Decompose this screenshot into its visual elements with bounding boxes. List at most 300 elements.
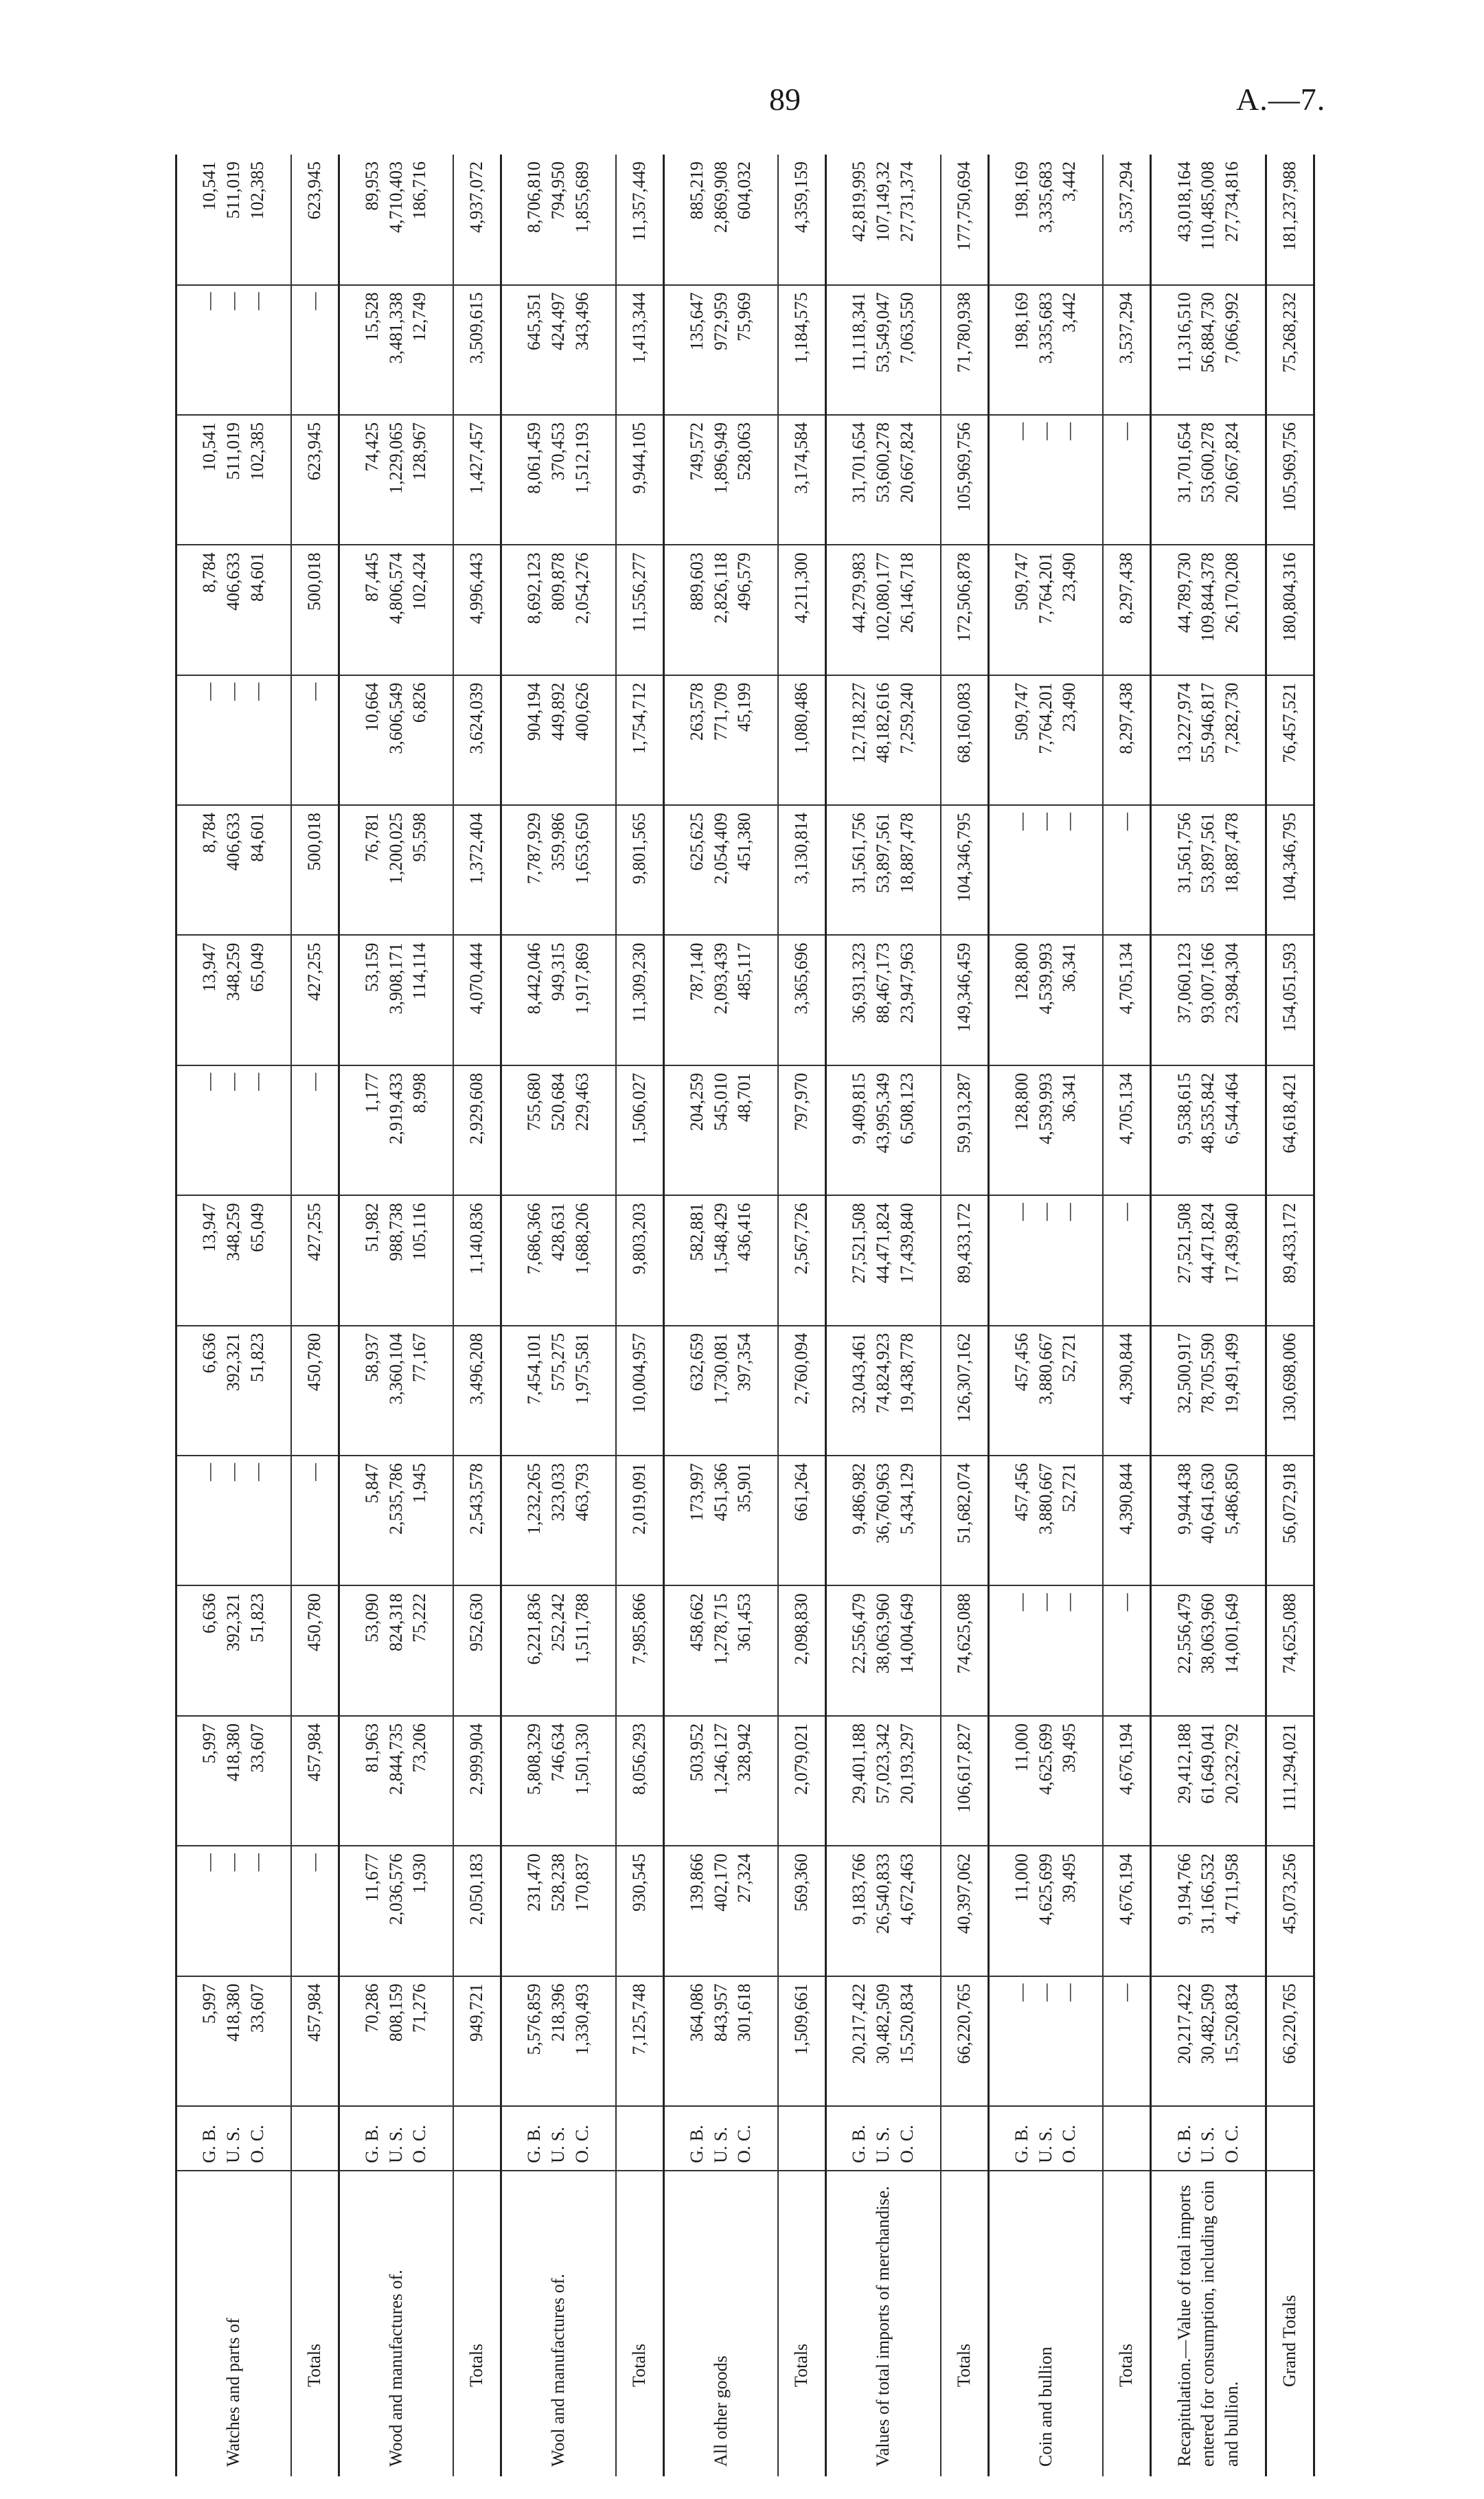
value-cell: — xyxy=(1103,805,1150,935)
value-line: 3,442 xyxy=(1059,161,1080,202)
value-line: 11,000 xyxy=(1011,1853,1031,1902)
value-line: 7,259,240 xyxy=(896,682,917,754)
value-line: 128,967 xyxy=(409,422,430,481)
value-cell xyxy=(1151,155,1266,285)
country-codes xyxy=(988,2106,1103,2171)
value-cell xyxy=(339,1716,453,1846)
value-line: 1,653,650 xyxy=(571,813,592,885)
value-cell: 1,184,575 xyxy=(778,285,825,415)
value-line: 88,467,173 xyxy=(873,942,893,1024)
value-line: 95,598 xyxy=(409,813,430,862)
value-line: 139,866 xyxy=(686,1853,707,1912)
value-cell xyxy=(663,805,778,935)
value-line: 8,784 xyxy=(199,813,220,853)
value-cell xyxy=(501,935,616,1065)
value-line: 53,897,561 xyxy=(873,813,893,894)
value-cell: 4,390,844 xyxy=(1103,1326,1150,1456)
value-line: 8,061,459 xyxy=(524,422,545,494)
value-cell xyxy=(663,415,778,545)
value-cell: 4,676,194 xyxy=(1103,1716,1150,1846)
value-line: 4,806,574 xyxy=(385,552,406,624)
value-line: 3,880,667 xyxy=(1035,1463,1055,1535)
value-cell xyxy=(1151,1326,1266,1456)
value-line: — xyxy=(223,292,244,310)
value-line: 17,439,840 xyxy=(896,1203,917,1284)
value-line: 51,823 xyxy=(247,1333,267,1383)
value-cell: 8,056,293 xyxy=(616,1716,663,1846)
value-cell xyxy=(988,805,1103,935)
value-cell xyxy=(176,1976,291,2106)
value-line: 65,049 xyxy=(247,1203,267,1252)
value-cell xyxy=(1151,1976,1266,2106)
value-cell: 74,625,088 xyxy=(941,1585,988,1715)
value-line: 575,275 xyxy=(548,1333,569,1392)
value-cell xyxy=(176,155,291,285)
value-line: 38,063,960 xyxy=(1198,1593,1218,1674)
category-label: Values of total imports of merchandise. xyxy=(826,2171,941,2476)
value-line: 1,975,581 xyxy=(571,1333,592,1405)
value-line: 824,318 xyxy=(385,1593,406,1651)
value-line: 843,957 xyxy=(710,1983,731,2042)
value-line: 1,548,429 xyxy=(710,1203,731,1275)
value-cell: — xyxy=(1103,1195,1150,1325)
value-cell xyxy=(501,155,616,285)
value-cell xyxy=(501,1846,616,1976)
value-line: 3,335,683 xyxy=(1035,161,1055,233)
value-cell xyxy=(663,1976,778,2106)
value-line: 12,718,227 xyxy=(849,682,869,763)
value-cell: 2,019,091 xyxy=(616,1456,663,1585)
value-line: 4,625,699 xyxy=(1035,1853,1055,1925)
value-line: — xyxy=(199,292,220,310)
value-line: — xyxy=(1059,1983,1080,2002)
value-cell xyxy=(663,1065,778,1195)
category-row xyxy=(339,155,453,2476)
value-cell: 105,969,756 xyxy=(941,415,988,545)
value-line: 5,808,329 xyxy=(524,1723,545,1795)
value-cell xyxy=(988,285,1103,415)
page-number: 89 xyxy=(769,82,801,117)
value-cell: 68,160,083 xyxy=(941,675,988,805)
value-line: 84,601 xyxy=(247,552,267,602)
value-line: 3,606,549 xyxy=(385,682,406,754)
value-cell xyxy=(501,675,616,805)
value-cell xyxy=(663,285,778,415)
value-line: 18,887,478 xyxy=(896,813,917,894)
value-cell: 1,754,712 xyxy=(616,675,663,805)
value-cell xyxy=(826,1716,941,1846)
value-line: 81,963 xyxy=(361,1723,382,1773)
value-cell xyxy=(988,1326,1103,1456)
value-cell: 56,072,918 xyxy=(1266,1456,1314,1585)
value-line: 808,159 xyxy=(385,1983,406,2042)
value-cell xyxy=(826,285,941,415)
country-code: U. S. xyxy=(873,2127,893,2163)
value-cell xyxy=(988,935,1103,1065)
country-code: U. S. xyxy=(1198,2127,1218,2163)
value-line: 625,625 xyxy=(686,813,707,871)
value-line: 406,633 xyxy=(223,813,244,871)
value-line: 15,528 xyxy=(361,292,382,342)
value-line: 496,579 xyxy=(734,552,755,611)
value-line: 8,998 xyxy=(409,1072,430,1113)
value-line: 949,315 xyxy=(548,942,569,1001)
value-cell: 104,346,795 xyxy=(941,805,988,935)
page-reference: A.—7. xyxy=(1236,82,1326,117)
value-line: 26,540,833 xyxy=(873,1853,893,1934)
value-cell: 9,944,105 xyxy=(616,415,663,545)
value-cell: 2,050,183 xyxy=(453,1846,501,1976)
value-line: 17,439,840 xyxy=(1221,1203,1242,1284)
value-line: 1,688,206 xyxy=(571,1203,592,1275)
value-cell: 172,506,878 xyxy=(941,545,988,675)
value-line: 51,982 xyxy=(361,1203,382,1252)
country-code: U. S. xyxy=(710,2127,731,2163)
value-cell xyxy=(663,1846,778,1976)
value-cell: 89,433,172 xyxy=(1266,1195,1314,1325)
value-line: 53,600,278 xyxy=(873,422,893,503)
value-line: 885,219 xyxy=(686,161,707,220)
country-codes xyxy=(453,2106,501,2171)
value-line: 44,279,983 xyxy=(849,552,869,633)
value-cell: 3,365,696 xyxy=(778,935,825,1065)
value-line: — xyxy=(1011,1983,1031,2002)
value-cell: 149,346,459 xyxy=(941,935,988,1065)
value-line: 6,544,464 xyxy=(1221,1072,1242,1144)
totals-row xyxy=(1103,155,1150,2476)
value-cell xyxy=(339,285,453,415)
value-line: 7,764,201 xyxy=(1035,682,1055,754)
value-line: 7,787,929 xyxy=(524,813,545,885)
value-line: 198,169 xyxy=(1011,161,1031,220)
value-cell: 8,297,438 xyxy=(1103,545,1150,675)
value-cell: 177,750,694 xyxy=(941,155,988,285)
value-line: 323,033 xyxy=(548,1463,569,1522)
value-line: 10,664 xyxy=(361,682,382,732)
value-line: 12,749 xyxy=(409,292,430,342)
value-line: 402,170 xyxy=(710,1853,731,1912)
value-cell: 4,070,444 xyxy=(453,935,501,1065)
value-cell xyxy=(1151,285,1266,415)
value-line: 1,246,127 xyxy=(710,1723,731,1795)
country-codes xyxy=(1151,2106,1266,2171)
value-line: 10,541 xyxy=(199,422,220,472)
value-cell xyxy=(339,805,453,935)
country-codes xyxy=(291,2106,339,2171)
imports-table xyxy=(175,155,1315,2476)
category-row xyxy=(176,155,291,2476)
value-cell xyxy=(826,415,941,545)
value-line: 509,747 xyxy=(1011,552,1031,611)
value-line: 107,149,32 xyxy=(873,161,893,242)
value-cell: 71,780,938 xyxy=(941,285,988,415)
category-label: Watches and parts of xyxy=(176,2171,291,2476)
value-cell: 1,080,486 xyxy=(778,675,825,805)
value-line: 13,947 xyxy=(199,1203,220,1252)
value-line: 4,711,958 xyxy=(1221,1853,1242,1925)
value-line: 32,500,917 xyxy=(1174,1333,1194,1414)
value-line: 397,354 xyxy=(734,1333,755,1392)
totals-row xyxy=(453,155,501,2476)
value-line: 30,482,509 xyxy=(1198,1983,1218,2064)
value-cell: — xyxy=(291,285,339,415)
value-line: 74,425 xyxy=(361,422,382,472)
value-cell xyxy=(339,1456,453,1585)
country-code: O. C. xyxy=(734,2125,755,2163)
country-code: G. B. xyxy=(524,2125,545,2163)
value-cell xyxy=(501,285,616,415)
value-line: 14,004,649 xyxy=(896,1593,917,1674)
country-code: G. B. xyxy=(1174,2125,1194,2163)
value-cell: 1,509,661 xyxy=(778,1976,825,2106)
value-cell xyxy=(176,1195,291,1325)
value-cell xyxy=(663,675,778,805)
value-line: 3,481,338 xyxy=(385,292,406,364)
value-cell: 181,237,988 xyxy=(1266,155,1314,285)
value-cell: 3,624,039 xyxy=(453,675,501,805)
value-line: 1,511,788 xyxy=(571,1593,592,1664)
value-line: 102,080,177 xyxy=(873,552,893,642)
value-line: 2,093,439 xyxy=(710,942,731,1015)
value-cell xyxy=(339,415,453,545)
value-line: 23,490 xyxy=(1059,682,1080,732)
country-codes xyxy=(1266,2106,1314,2171)
value-line: 418,380 xyxy=(223,1723,244,1782)
value-line: 3,360,104 xyxy=(385,1333,406,1405)
country-code: U. S. xyxy=(548,2127,569,2163)
value-cell xyxy=(176,805,291,935)
value-cell xyxy=(176,545,291,675)
value-line: 6,636 xyxy=(199,1593,220,1633)
value-cell xyxy=(339,1585,453,1715)
value-line: 11,118,341 xyxy=(849,292,869,372)
value-line: 582,881 xyxy=(686,1203,707,1261)
value-line: 252,242 xyxy=(548,1593,569,1651)
value-line: 53,159 xyxy=(361,942,382,992)
value-line: — xyxy=(247,1853,267,1872)
value-cell: 4,359,159 xyxy=(778,155,825,285)
value-cell: 4,705,134 xyxy=(1103,935,1150,1065)
value-cell: 4,937,072 xyxy=(453,155,501,285)
value-line: 301,618 xyxy=(734,1983,755,2042)
value-cell: 126,307,162 xyxy=(941,1326,988,1456)
value-cell xyxy=(339,1195,453,1325)
value-line: 5,847 xyxy=(361,1463,382,1504)
value-cell xyxy=(1151,1846,1266,1976)
value-cell xyxy=(1151,545,1266,675)
value-cell: 1,427,457 xyxy=(453,415,501,545)
value-line: 6,826 xyxy=(409,682,430,723)
value-line: 31,561,756 xyxy=(849,813,869,894)
value-cell xyxy=(826,155,941,285)
totals-label: Totals xyxy=(453,2171,501,2476)
value-line: 43,018,164 xyxy=(1174,161,1194,242)
category-row xyxy=(1151,155,1266,2476)
value-cell: 4,211,300 xyxy=(778,545,825,675)
value-line: — xyxy=(247,1463,267,1482)
value-line: — xyxy=(223,1463,244,1482)
value-line: 22,556,479 xyxy=(849,1593,869,1674)
value-cell: 4,996,443 xyxy=(453,545,501,675)
value-line: 36,341 xyxy=(1059,942,1080,992)
value-line: 457,456 xyxy=(1011,1333,1031,1392)
value-cell: 797,970 xyxy=(778,1065,825,1195)
value-cell xyxy=(339,1326,453,1456)
value-line: 170,837 xyxy=(571,1853,592,1912)
value-line: — xyxy=(223,1853,244,1872)
value-line: 27,521,508 xyxy=(1174,1203,1194,1284)
value-line: 11,316,510 xyxy=(1174,292,1194,372)
value-line: 458,662 xyxy=(686,1593,707,1651)
value-cell xyxy=(501,545,616,675)
value-cell: 623,945 xyxy=(291,415,339,545)
value-line: 4,625,699 xyxy=(1035,1723,1055,1795)
value-line: 31,701,654 xyxy=(849,422,869,503)
value-line: 53,090 xyxy=(361,1593,382,1642)
value-line: 451,380 xyxy=(734,813,755,871)
value-line: — xyxy=(247,682,267,701)
value-line: 33,607 xyxy=(247,1983,267,2033)
value-line: 528,063 xyxy=(734,422,755,481)
value-line: 809,878 xyxy=(548,552,569,611)
value-line: 109,844,378 xyxy=(1198,552,1218,642)
value-line: 7,282,730 xyxy=(1221,682,1242,754)
country-code: O. C. xyxy=(1059,2125,1080,2163)
value-line: 392,321 xyxy=(223,1333,244,1392)
value-cell: 930,545 xyxy=(616,1846,663,1976)
value-line: — xyxy=(223,682,244,701)
value-line: 392,321 xyxy=(223,1593,244,1651)
value-cell xyxy=(176,1456,291,1585)
value-line: 771,709 xyxy=(710,682,731,741)
value-line: — xyxy=(1011,1593,1031,1612)
value-line: 520,684 xyxy=(548,1072,569,1131)
value-line: 27,731,374 xyxy=(896,161,917,242)
value-line: 889,603 xyxy=(686,552,707,611)
grand-totals-row xyxy=(1266,155,1314,2476)
value-line: 1,229,065 xyxy=(385,422,406,494)
value-line: 406,633 xyxy=(223,552,244,611)
value-line: 3,335,683 xyxy=(1035,292,1055,364)
country-codes xyxy=(663,2106,778,2171)
value-cell xyxy=(501,1326,616,1456)
category-label: Wool and manufactures of. xyxy=(501,2171,616,2476)
value-cell: 3,537,294 xyxy=(1103,285,1150,415)
value-cell: 952,630 xyxy=(453,1585,501,1715)
value-line: 43,995,349 xyxy=(873,1072,893,1153)
value-line: 48,182,616 xyxy=(873,682,893,763)
value-line: 71,276 xyxy=(409,1983,430,2033)
category-row xyxy=(826,155,941,2476)
value-cell xyxy=(663,1716,778,1846)
value-cell xyxy=(1151,1716,1266,1846)
value-cell: 10,004,957 xyxy=(616,1326,663,1456)
value-line: 328,942 xyxy=(734,1723,755,1782)
value-line: 20,232,792 xyxy=(1221,1723,1242,1804)
value-line: 6,221,836 xyxy=(524,1593,545,1665)
value-cell xyxy=(176,1716,291,1846)
value-cell: 450,780 xyxy=(291,1585,339,1715)
value-line: — xyxy=(1035,1203,1055,1221)
value-line: 988,738 xyxy=(385,1203,406,1261)
category-label: All other goods xyxy=(663,2171,778,2476)
value-line: 5,997 xyxy=(199,1723,220,1764)
value-line: 359,986 xyxy=(548,813,569,871)
value-cell: 8,297,438 xyxy=(1103,675,1150,805)
value-line: 2,535,786 xyxy=(385,1463,406,1535)
value-cell xyxy=(826,1976,941,2106)
value-line: — xyxy=(1035,422,1055,440)
totals-label: Totals xyxy=(291,2171,339,2476)
country-code: U. S. xyxy=(385,2127,406,2163)
value-line: 75,222 xyxy=(409,1593,430,1642)
value-line: 3,908,171 xyxy=(385,942,406,1015)
value-cell: 623,945 xyxy=(291,155,339,285)
value-cell xyxy=(988,155,1103,285)
country-code: O. C. xyxy=(1221,2125,1242,2163)
value-cell xyxy=(339,1846,453,1976)
category-label: Coin and bullion xyxy=(988,2171,1103,2476)
value-cell xyxy=(339,1065,453,1195)
value-line: 15,520,834 xyxy=(1221,1983,1242,2064)
value-line: 51,823 xyxy=(247,1593,267,1642)
value-cell xyxy=(826,1585,941,1715)
value-line: 749,572 xyxy=(686,422,707,481)
value-line: 55,946,817 xyxy=(1198,682,1218,763)
value-cell xyxy=(501,1065,616,1195)
value-line: 1,177 xyxy=(361,1072,382,1113)
value-line: 48,535,842 xyxy=(1198,1072,1218,1153)
value-line: — xyxy=(199,1463,220,1482)
value-line: 14,001,649 xyxy=(1221,1593,1242,1674)
value-cell: 104,346,795 xyxy=(1266,805,1314,935)
value-line: 45,199 xyxy=(734,682,755,732)
value-cell: 1,372,404 xyxy=(453,805,501,935)
value-line: 31,166,532 xyxy=(1198,1853,1218,1934)
value-line: 5,486,850 xyxy=(1221,1463,1242,1535)
value-line: 61,649,041 xyxy=(1198,1723,1218,1804)
value-line: 27,521,508 xyxy=(849,1203,869,1284)
value-line: 135,647 xyxy=(686,292,707,351)
value-cell: 1,140,836 xyxy=(453,1195,501,1325)
value-cell: 51,682,074 xyxy=(941,1456,988,1585)
value-line: 44,471,824 xyxy=(873,1203,893,1284)
value-line: 457,456 xyxy=(1011,1463,1031,1522)
totals-label: Totals xyxy=(778,2171,825,2476)
value-cell: — xyxy=(291,1456,339,1585)
country-code: G. B. xyxy=(199,2125,220,2163)
value-cell xyxy=(826,1326,941,1456)
value-line: 102,385 xyxy=(247,161,267,220)
value-line: 418,380 xyxy=(223,1983,244,2042)
value-cell: 59,913,287 xyxy=(941,1065,988,1195)
value-cell: 2,760,094 xyxy=(778,1326,825,1456)
value-line: 20,667,824 xyxy=(1221,422,1242,503)
value-cell: 3,496,208 xyxy=(453,1326,501,1456)
value-line: — xyxy=(1035,813,1055,831)
value-cell: 2,999,904 xyxy=(453,1716,501,1846)
value-cell: 4,676,194 xyxy=(1103,1846,1150,1976)
value-cell xyxy=(339,155,453,285)
value-cell xyxy=(663,545,778,675)
value-line: — xyxy=(247,1072,267,1091)
value-line: 58,937 xyxy=(361,1333,382,1383)
value-line: 645,351 xyxy=(524,292,545,351)
value-line: 89,953 xyxy=(361,161,382,211)
value-cell xyxy=(826,805,941,935)
value-cell xyxy=(501,415,616,545)
value-line: 9,194,766 xyxy=(1174,1853,1194,1925)
